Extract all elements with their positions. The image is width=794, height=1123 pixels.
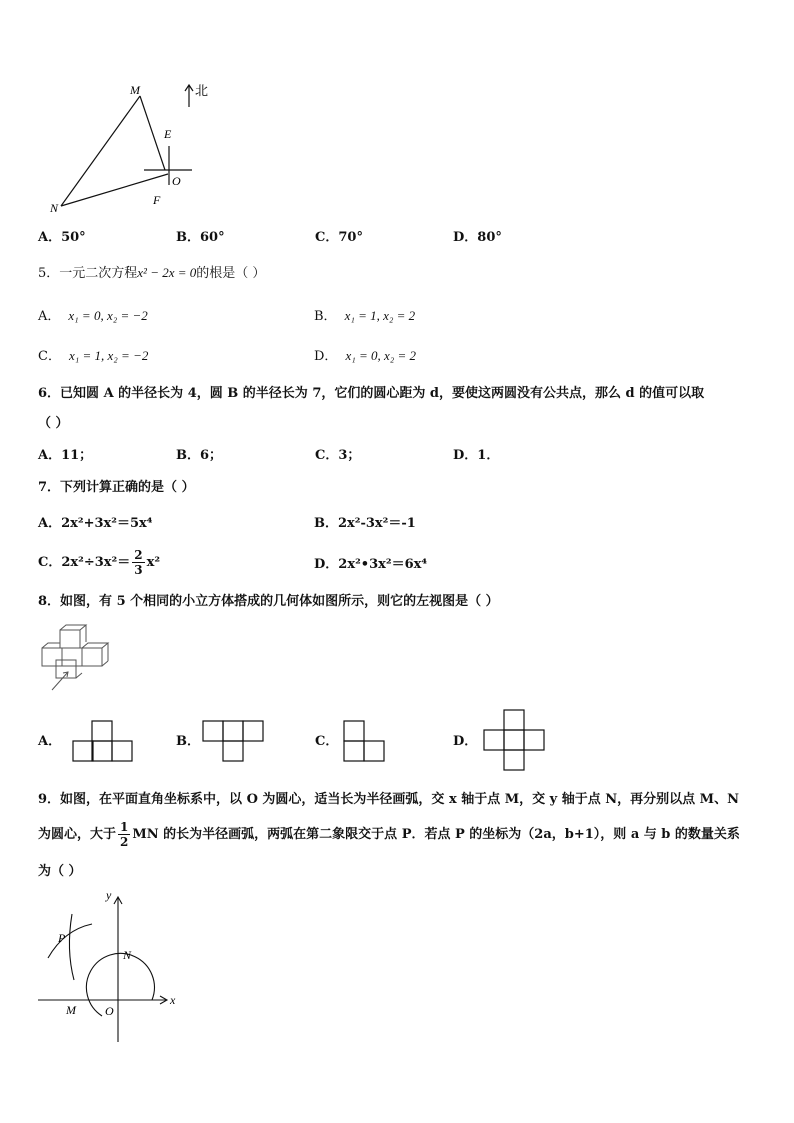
q4-figure — [40, 78, 220, 218]
q6-option-c: C．3； — [315, 448, 361, 463]
point-n-label: N — [123, 948, 132, 962]
q7-stem: 7．下列计算正确的是（ ） — [38, 480, 195, 495]
q9-stem-line3: 为（ ） — [38, 864, 82, 879]
q7-fraction: $\frac{2}{3}$ — [134, 548, 143, 577]
north-label: 北 — [195, 83, 209, 98]
q4-option-c: C．70° — [315, 230, 363, 245]
point-m-label: M — [66, 1003, 76, 1017]
q4-option-b: B．60° — [176, 230, 225, 245]
q7-option-d: D．2x²•3x²＝6x⁴ — [314, 557, 428, 572]
q5-option-d: D． x₁ = 0, x₂ = 2 — [314, 348, 417, 364]
q5-option-c: C． x₁ = 1, x₂ = −2 — [38, 348, 149, 364]
q9-stem-line2: 为圆心，大于 $\frac{1}{2}$ MN 的长为半径画弧，两弧在第二象限交于点 P．若点 P 的坐标为（2a，b+1），则 a 与 b 的数量关系 — [38, 820, 740, 849]
q6-stem-line1: 6．已知圆 A 的半径长为 4，圆 B 的半径长为 7，它们的圆心距为 d，要使这两圆没有公共点，那么 d 的值可以取 — [38, 386, 705, 401]
q8-option-c-label: C． — [315, 734, 339, 749]
q9-figure — [34, 890, 194, 1050]
q4-option-a: A．50° — [38, 230, 86, 245]
q8-option-d-label: D． — [453, 734, 478, 749]
q6-option-a: A．11； — [38, 448, 93, 463]
point-e-label: E — [164, 127, 172, 141]
point-n-label: N — [50, 201, 59, 215]
q4-option-d: D．80° — [453, 230, 502, 245]
q8-stem: 8．如图，有 5 个相同的小立方体搭成的几何体如图所示，则它的左视图是（ ） — [38, 594, 499, 609]
q5-option-b: B． x₁ = 1, x₂ = 2 — [314, 308, 416, 324]
q5-option-a: A． x₁ = 0, x₂ = −2 — [38, 308, 148, 324]
axis-y-label: y — [106, 890, 112, 902]
q9-fraction: $\frac{1}{2}$ — [120, 820, 129, 849]
q6-stem-line2: （ ） — [38, 416, 69, 431]
q5-stem: 5．一元二次方程x² − 2x = 0的根是（ ） — [38, 265, 266, 281]
q8-option-c-figure — [343, 720, 387, 762]
point-p-label: P — [58, 931, 66, 945]
q8-option-b-figure — [202, 720, 266, 762]
q9-stem-line1: 9．如图，在平面直角坐标系中，以 O 为圆心，适当长为半径画弧，交 x 轴于点 M，交 y 轴于点 N，再分别以点 M、N — [38, 792, 739, 807]
point-f-label: F — [153, 193, 161, 207]
q8-option-a-label: A． — [38, 734, 62, 749]
axis-x-label: x — [170, 993, 176, 1007]
point-o-label: O — [105, 1004, 114, 1018]
q8-option-a-figure — [72, 720, 134, 762]
q7-option-a: A．2x²+3x²＝5x⁴ — [38, 516, 153, 531]
q6-option-d: D．1． — [453, 448, 500, 463]
point-o-label: O — [172, 174, 181, 188]
q8-option-b-label: B． — [176, 734, 200, 749]
q8-cube-figure — [38, 622, 118, 698]
q7-option-b: B．2x²-3x²＝-1 — [314, 516, 416, 531]
q8-option-d-figure — [483, 709, 547, 773]
point-m-label: M — [130, 83, 140, 97]
q7-option-c: C．2x²÷3x²＝ $\frac{2}{3}$ x² — [38, 548, 161, 577]
q6-option-b: B．6； — [176, 448, 223, 463]
